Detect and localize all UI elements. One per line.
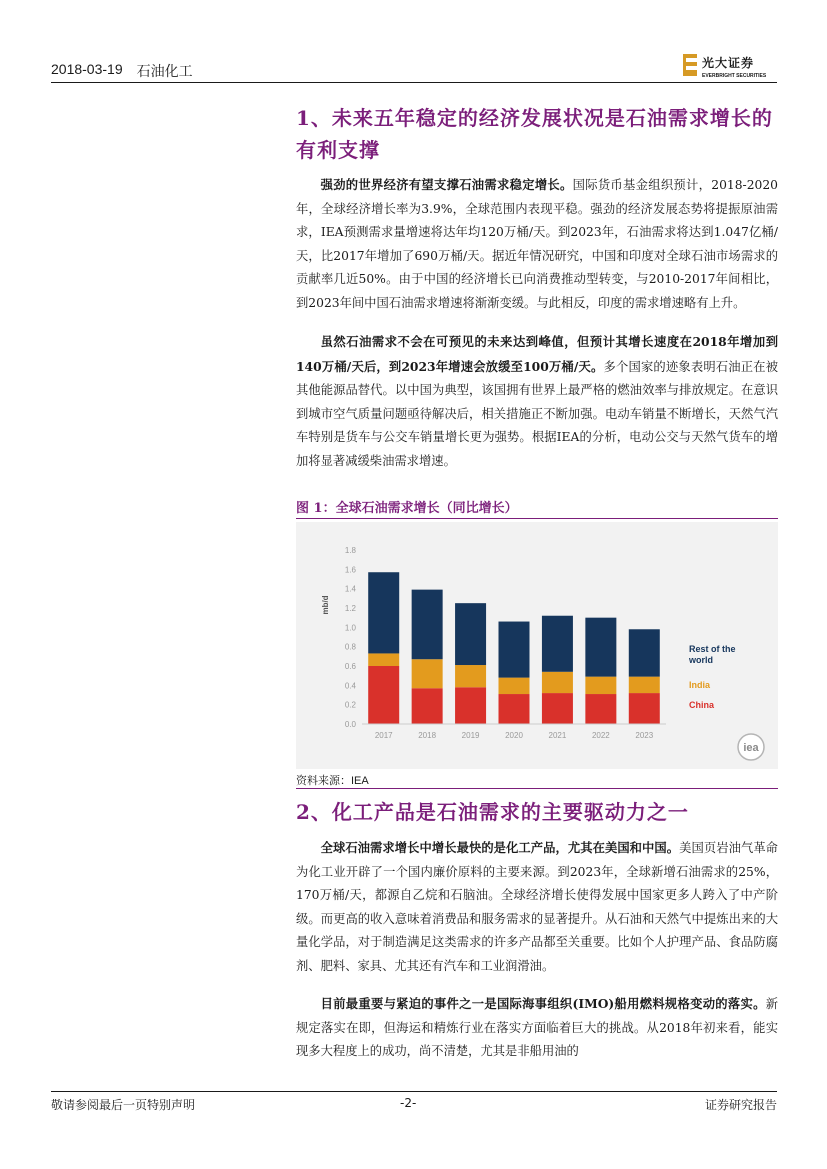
bar-india-2019 <box>455 665 486 687</box>
bar-china-2019 <box>455 687 486 724</box>
header-meta <box>51 61 193 81</box>
section2-p2-body: 新规定落实在即，但海运和精炼行业在落实方面临着巨大的挑战。从2018年初来看，能实现多大程度上的成功，尚不清楚，尤其是非船用油的 <box>296 997 778 1058</box>
logo-en-text: EVERBRIGHT SECURITIES <box>702 73 767 79</box>
everbright-logo-icon <box>683 54 697 76</box>
footer-page-number: -2- <box>400 1096 417 1110</box>
section2-paragraph-2 <box>296 992 778 1064</box>
x-tick-label: 2017 <box>374 731 393 740</box>
section2-p2-lead: 目前最重要与紧迫的事件之一是国际海事组织(IMO)船用燃料规格变动的落实。 <box>320 996 766 1011</box>
bar-india-2020 <box>499 678 530 694</box>
section2-paragraph-1 <box>296 836 778 978</box>
footer-divider <box>51 1091 777 1092</box>
bar-india-2023 <box>629 677 660 693</box>
x-tick-label: 2022 <box>591 731 610 740</box>
x-tick-label: 2023 <box>635 731 654 740</box>
source-divider <box>296 788 778 789</box>
y-tick-label: 1.2 <box>344 604 356 613</box>
header-divider <box>51 82 777 83</box>
section1-p1-lead: 强劲的世界经济有望支撑石油需求稳定增长。 <box>320 177 573 192</box>
bar-india-2018 <box>412 659 443 688</box>
footer-disclaimer: 敬请参阅最后一页特别声明 <box>51 1098 196 1112</box>
iea-watermark: iea <box>743 742 759 754</box>
bar-rest-of-the-world-2018 <box>412 590 443 660</box>
everbright-logo <box>683 54 766 79</box>
bar-rest-of-the-world-2023 <box>629 629 660 676</box>
y-tick-label: 0.2 <box>344 700 356 710</box>
figure1-source: 资料来源：IEA <box>296 775 369 787</box>
legend-china: China <box>689 700 715 710</box>
section1-p1-body: 国际货币基金组织预计，2018-2020年，全球经济增长率为3.9%，全球范围内表现平稳。强劲的经济发展态势将提振原油需求，IEA预测需求量增速将达年均120万桶/天。到2023年，石油需求将达到1.047亿桶/天，比2017年增加了690万桶/天。据近年情况研究，中国和印度对全球石油市场需求的贡献率几近50%。由于中国的经济增长已向消费推动型转变，与2010-2017年间相比，到2023年间中国石油需求增速将渐渐变缓。与此相反，印度的需求增速略有上升。 <box>296 178 778 310</box>
bar-india-2021 <box>542 672 573 693</box>
bar-china-2023 <box>629 693 660 724</box>
bar-china-2018 <box>412 688 443 724</box>
y-tick-label: 0.0 <box>344 720 356 729</box>
x-tick-label: 2021 <box>548 731 567 740</box>
legend-india: India <box>689 680 711 690</box>
section1-title: 1、未来五年稳定的经济发展状况是石油需求增长的有利支撑 <box>296 106 773 162</box>
bar-china-2022 <box>585 694 616 724</box>
bar-china-2017 <box>368 666 399 724</box>
y-tick-label: 1.0 <box>344 623 356 633</box>
bar-india-2022 <box>585 677 616 694</box>
logo-cn-text: 光大证券 <box>702 56 755 70</box>
section2-p1-lead: 全球石油需求增长中增长最快的是化工产品，尤其在美国和中国。 <box>320 840 680 855</box>
y-tick-label: 1.8 <box>344 546 356 555</box>
section2-p1-body: 美国页岩油气革命为化工业开辟了一个国内廉价原料的主要来源。到2023年，全球新增石油需求的25%，170万桶/天，都源自乙烷和石脑油。全球经济增长使得发展中国家更多人跨入了中产阶级。而更高的收入意味着消费品和服务需求的显著提升。从石油和天然气中提炼出来的大量化学品，对于制造满足这类需求的许多产品都至关重要。比如个人护理产品、食品防腐剂、肥料、家具、尤其还有汽车和工业润滑油。 <box>296 841 778 973</box>
figure1-chart <box>296 522 778 769</box>
x-tick-label: 2019 <box>461 731 480 740</box>
report-date: 2018-03-19 <box>51 61 123 77</box>
section1-p2-body: 多个国家的迹象表明石油正在被其他能源品替代。以中国为典型，该国拥有世界上最严格的燃油效率与排放规定。在意识到城市空气质量问题亟待解决后，相关措施正不断加强。电动车销量不断增长，天然气汽车特别是货车与公交车销量增长更为强势。根据IEA的分析，电动公交与天然气货车的增加将显著减缓柴油需求增速。 <box>296 359 778 468</box>
y-tick-label: 0.8 <box>344 642 356 652</box>
y-tick-label: 1.6 <box>344 565 356 575</box>
bar-rest-of-the-world-2022 <box>585 618 616 677</box>
footer-report-type: 证券研究报告 <box>704 1098 777 1112</box>
figure1-title: 图 1：全球石油需求增长（同比增长） <box>296 501 518 516</box>
legend-rest-of-the-world: Rest of the world <box>689 644 736 665</box>
section1-paragraph-2 <box>296 330 778 473</box>
y-axis-label: mb/d <box>321 595 330 615</box>
bar-rest-of-the-world-2020 <box>499 622 530 678</box>
bar-china-2021 <box>542 693 573 724</box>
x-tick-label: 2018 <box>418 731 437 740</box>
bar-rest-of-the-world-2019 <box>455 603 486 665</box>
bar-india-2017 <box>368 653 399 666</box>
section2-title: 2、化工产品是石油需求的主要驱动力之一 <box>296 800 689 824</box>
y-tick-label: 0.4 <box>344 681 356 691</box>
section1-p2-lead: 虽然石油需求不会在可预见的未来达到峰值，但预计其增长速度在2018年增加到140万桶/天后，到2023年增速会放缓至100万桶/天。 <box>296 334 778 374</box>
report-sector: 石油化工 <box>136 63 193 79</box>
figure1-divider <box>296 518 778 519</box>
y-tick-label: 0.6 <box>344 662 356 671</box>
oil-demand-growth-chart <box>296 522 778 769</box>
bar-rest-of-the-world-2017 <box>368 572 399 653</box>
y-tick-label: 1.4 <box>344 584 356 594</box>
bar-china-2020 <box>499 694 530 724</box>
bar-rest-of-the-world-2021 <box>542 616 573 672</box>
x-tick-label: 2020 <box>505 731 523 740</box>
section1-paragraph-1 <box>296 173 778 315</box>
